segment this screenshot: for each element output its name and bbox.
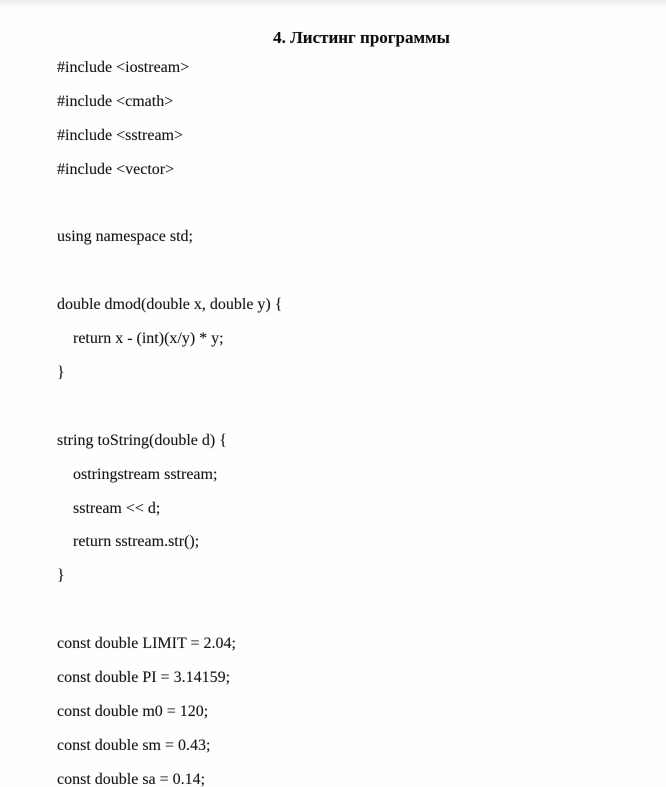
page-top-edge — [0, 0, 666, 8]
code-line-blank — [57, 187, 666, 221]
code-line: double dmod(double x, double y) { — [57, 296, 283, 314]
code-line: #include <cmath> — [57, 92, 174, 110]
code-line-blank — [57, 390, 666, 424]
code-line: } — [57, 364, 65, 382]
code-listing — [57, 51, 666, 787]
code-line: const double PI = 3.14159; — [57, 669, 231, 687]
code-line: #include <iostream> — [57, 59, 190, 76]
code-line: #include <sstream> — [57, 126, 184, 144]
section-title: 4. Листинг программы — [273, 28, 450, 47]
code-line: return sstream.str(); — [57, 533, 200, 551]
code-line: using namespace std; — [57, 228, 193, 246]
code-line: sstream << d; — [57, 499, 161, 517]
code-line: string toString(double d) { — [57, 431, 227, 449]
code-line: const double sa = 0.14; — [57, 770, 206, 787]
code-line: const double LIMIT = 2.04; — [57, 635, 236, 653]
code-line: ostringstream sstream; — [57, 465, 218, 483]
code-line-blank — [57, 593, 666, 627]
code-line: return x - (int)(x/y) * y; — [57, 330, 224, 348]
code-line: const double sm = 0.43; — [57, 736, 211, 754]
code-line: } — [57, 567, 65, 585]
code-line: #include <vector> — [57, 160, 175, 178]
code-line-blank — [57, 254, 666, 288]
code-line: const double m0 = 120; — [57, 702, 209, 720]
